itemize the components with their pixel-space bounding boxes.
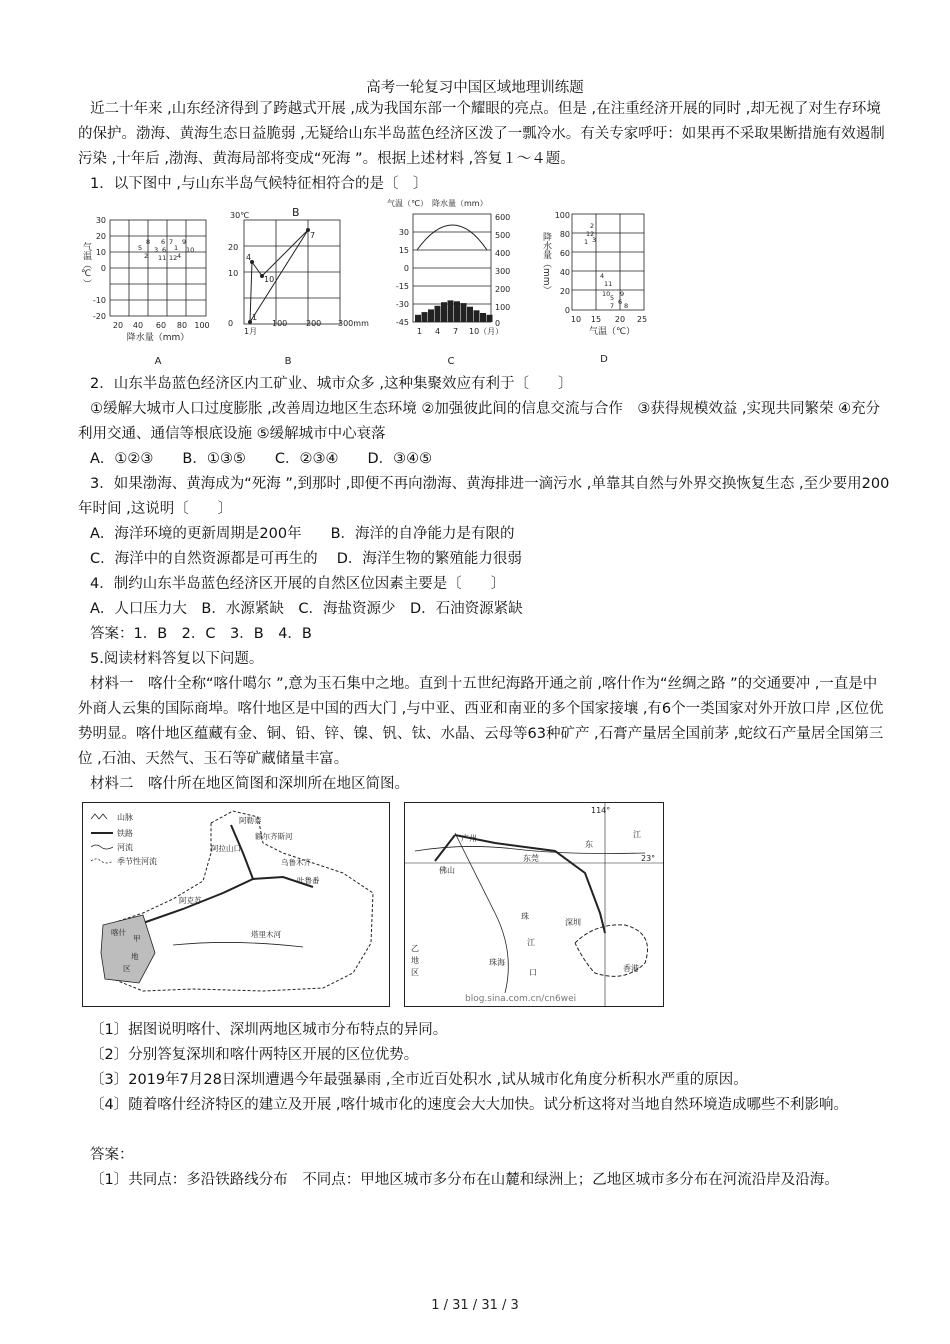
question-2-options: A．①②③ B．①③⑤ C．②③④ D．③④⑤ (90, 451, 433, 467)
place-label: 阿拉山口 (211, 844, 241, 853)
tarim-river (173, 942, 303, 947)
precip-bar (435, 306, 441, 322)
sub-question-2: 〔2〕分别答复深圳和喀什两特区开展的区位优势。 (90, 1047, 419, 1063)
tick-label: 0 (403, 264, 409, 273)
tick-label: 15 (398, 246, 409, 255)
tick-label: 0 (100, 264, 106, 273)
tick-label: 80 (176, 321, 188, 330)
place-label: 23° (641, 854, 656, 863)
y-axis-title: 气温（℃） (81, 242, 91, 288)
chart-label: C (447, 356, 455, 367)
place-label: 深圳 (565, 918, 581, 927)
tick-label: 1 (417, 327, 423, 336)
tick-label: 0 (495, 319, 501, 328)
river-icon (91, 845, 113, 849)
place-label: 江 (527, 938, 535, 947)
tick-label: -20 (92, 312, 106, 321)
page-footer: 1 / 31 / 31 / 3 (431, 1298, 519, 1313)
place-label: 吐鲁番 (297, 876, 320, 885)
question-2: 2．山东半岛蓝色经济区内工矿业、城市众多 ,这种集聚效应有利于〔 〕 (90, 376, 573, 392)
data-point: 8 (624, 302, 629, 310)
tick-label: 200 (306, 319, 322, 328)
place-label: 甲 (133, 934, 141, 943)
data-point: 12 (169, 254, 178, 262)
place-label: 地 (131, 952, 139, 961)
tick-label: 100 (495, 303, 511, 312)
data-point: 3 (592, 236, 597, 244)
question-3: 3．如果渤海、黄海成为“死海 ”,到那时 ,即便不再向渤海、黄海排进一滴污水 ,单靠其自然与外界交换恢复生态 ,至少要用200年时间 ,这说明〔 〕 (78, 476, 890, 517)
x-axis-title: 气温（℃） (588, 327, 636, 337)
data-point: 4 (600, 272, 605, 280)
sub-question-1: 〔1〕据图说明喀什、深圳两地区城市分布特点的异同。 (90, 1022, 448, 1038)
tick-label: 40 (559, 268, 570, 277)
place-label: 地 (411, 956, 419, 965)
place-label: 江 (633, 830, 641, 839)
tick-label: 10（月） (469, 327, 504, 336)
precip-bar (448, 300, 454, 322)
chart-a (74, 212, 234, 372)
data-point: 1 (252, 313, 258, 322)
data-point: 9 (182, 238, 187, 246)
legend-item: 山脉 (117, 813, 133, 822)
tick-label: 60 (155, 321, 167, 330)
question-4: 4．制约山东半岛蓝色经济区开展的自然区位因素主要是〔 〕 (90, 576, 506, 592)
tick-label: 100 (272, 319, 288, 328)
place-label: 口 (529, 968, 537, 977)
question-5: 5.阅读材料答复以下问题。 (90, 651, 264, 667)
data-point: 10 (186, 246, 195, 254)
shenzhen-region-map (404, 802, 664, 1007)
place-label: 珠海 (489, 958, 505, 967)
tick-label: 30℃ (230, 211, 250, 220)
precip-bar (454, 301, 460, 322)
precip-bar (428, 309, 434, 322)
seasonal-river-icon (91, 859, 113, 863)
tick-label: 60 (559, 249, 570, 258)
tick-label: 10 (570, 315, 582, 324)
watermark-text: blog.sina.com.cn/cn6wei (465, 994, 577, 1004)
data-point: 2 (590, 222, 595, 230)
data-point: 2 (144, 252, 149, 260)
place-label: 塔里木河 (251, 930, 281, 939)
tick-label: 30 (398, 228, 409, 237)
tick-label: 20 (614, 315, 626, 324)
data-point: 4 (246, 253, 252, 262)
data-point: 1 (174, 244, 179, 252)
kashgar-region-map (82, 802, 390, 1007)
tick-label: 20 (228, 243, 239, 252)
tick-label: 0 (564, 306, 570, 315)
precip-bar (487, 315, 493, 322)
data-point: 7 (310, 231, 316, 240)
place-label: 区 (123, 964, 131, 973)
tick-label: 1月 (244, 327, 258, 336)
data-point: 7 (169, 238, 174, 246)
sub-question-3: 〔3〕2019年7月28日深圳遭遇今年最强暴雨 ,全市近百处积水 ,试从城市化角度分析积水严重的原因。 (90, 1072, 748, 1088)
chart-label: D (600, 354, 608, 365)
chart-d (530, 206, 670, 372)
tick-label: 15 (590, 315, 602, 324)
place-label: 额尔齐斯河 (255, 832, 293, 841)
data-point: 5 (610, 294, 615, 302)
data-point: 3 (154, 246, 159, 254)
answer-1-4: 答案：1．B 2．C 3．B 4．B (90, 626, 312, 642)
data-point: 11 (158, 254, 167, 262)
question-3-options-cd: C．海洋中的自然资源都是可再生的 D．海洋生物的繁殖能力很弱 (90, 551, 522, 567)
tick-label: 20 (112, 321, 124, 330)
sub-question-4: 〔4〕随着喀什经济特区的建立及开展 ,喀什城市化的速度会大大加快。试分析这将对当地自然环境造成哪些不利影响。 (90, 1097, 848, 1113)
data-point: 1 (584, 238, 589, 246)
tick-label: -10 (92, 296, 106, 305)
chart-label: B (284, 356, 292, 367)
tick-label: 30 (95, 216, 106, 225)
place-label: 阿勒泰 (239, 816, 262, 825)
chart-c (383, 196, 533, 372)
data-point: 6 (618, 298, 623, 306)
legend-item: 河流 (117, 843, 133, 852)
data-point: 11 (604, 280, 613, 288)
y-axis-title: 降水量（mm） (541, 232, 551, 295)
place-label: 喀什 (111, 928, 126, 937)
place-label: 阿克苏 (179, 896, 202, 905)
mountain-icon (91, 814, 107, 819)
precip-bar (441, 302, 447, 322)
precip-bar (415, 315, 421, 322)
tick-label: 100 (194, 321, 210, 330)
tick-label: -15 (395, 282, 409, 291)
chart-label: A (154, 356, 162, 367)
data-point: 9 (620, 290, 625, 298)
tick-label: 200 (495, 285, 511, 294)
legend-item: 季节性河流 (117, 857, 157, 866)
data-point: 5 (138, 244, 143, 252)
x-axis-title: 降水量（mm） (126, 333, 190, 343)
chart-top-label: B (292, 206, 300, 219)
question-4-options: A．人口压力大 B．水源紧缺 C．海盐资源少 D．石油资源紧缺 (90, 601, 523, 617)
tick-label: 25 (636, 315, 648, 324)
place-label: 乙 (411, 944, 419, 953)
place-label: 广州 (461, 834, 477, 843)
intro-paragraph: 近二十年来 ,山东经济得到了跨越式开展 ,成为我国东部一个耀眼的亮点。但是 ,在注重经济开展的同时 ,却无视了对生存环境的保护。渤海、黄海生态日益脆弱 ,无疑给山东半岛蓝色经济区泼了一瓢冷水。有关专家呼吁：如果再不采取果断措施有效遏制污染 ,十年后 ,渤海、黄海局部将变成“死海 ”。根据上述材料 ,答复１～４题。 (78, 101, 885, 167)
chart-b (222, 202, 382, 372)
data-point: 8 (146, 238, 151, 246)
tick-label: -30 (395, 300, 409, 309)
place-label: 珠 (521, 912, 529, 921)
place-label: 114° (591, 806, 611, 815)
precip-bar (480, 313, 486, 322)
legend-item: 铁路 (117, 829, 133, 838)
precip-bar (467, 307, 473, 322)
precip-bar (422, 312, 428, 322)
pearl-river (455, 833, 508, 993)
map-legend (91, 812, 157, 866)
place-label: 香港 (623, 964, 639, 973)
question-1: 1．以下图中 ,与山东半岛气候特征相符合的是〔 〕 (90, 176, 428, 192)
place-label: 东莞 (523, 854, 539, 863)
precip-bar (474, 310, 480, 322)
data-point: 10 (602, 290, 611, 298)
tick-label: 0 (228, 319, 234, 328)
tick-label: 20 (95, 232, 106, 241)
precip-bar (461, 303, 467, 322)
climate-curve (250, 230, 308, 322)
question-2-items: ①缓解大城市人口过度膨胀 ,改善周边地区生态环境 ②加强彼此间的信息交流与合作 ③获得规模效益 ,实现共同繁荣 ④充分利用交通、通信等根底设施 ⑤缓解城市中心衰落 (78, 401, 881, 442)
chart-header: 气温（℃） 降水量（mm） (387, 199, 488, 208)
data-point: 10 (264, 275, 275, 284)
tick-label: 600 (495, 213, 511, 222)
tick-label: 80 (559, 230, 570, 239)
tick-label: 7 (453, 327, 459, 336)
tick-label: 300mm (338, 319, 369, 328)
answer-sub-1: 〔1〕共同点：多沿铁路线分布 不同点：甲地区城市多分布在山麓和绿洲上；乙地区城市多分布在河流沿岸及沿海。 (90, 1172, 839, 1188)
tick-label: 40 (132, 321, 144, 330)
page-title: 高考一轮复习中国区域地理训练题 (366, 80, 584, 96)
data-point: 6 (162, 246, 167, 254)
question-3-options-ab: A．海洋环境的更新周期是200年 B．海洋的自净能力是有限的 (90, 526, 515, 542)
place-label: 乌鲁木齐 (281, 858, 311, 867)
place-label: 佛山 (439, 866, 455, 875)
tick-label: 10 (228, 269, 239, 278)
tick-label: 100 (554, 211, 570, 220)
material-1: 材料一 喀什全称“喀什噶尔 ”,意为玉石集中之地。直到十五世纪海路开通之前 ,喀什作为“丝绸之路 ”的交通要冲 ,一直是中外商人云集的国际商埠。喀什地区是中国的西大门 ,与中亚、西亚和南亚的多个国家接壤 ,有6个一类国家对外开放口岸 ,区位优势明显。喀什地区蕴藏有金、铜、铅、锌、镍、钒、钛、水晶、云母等63种矿产 ,石膏产量居全国前茅 ,蛇纹石产量居全国第三位 ,石油、天然气、玉石等矿藏储量丰富。 (78, 676, 884, 767)
temperature-curve (417, 225, 487, 250)
tick-label: 500 (495, 231, 511, 240)
tick-label: -45 (395, 318, 409, 327)
data-point: 4 (177, 252, 182, 260)
tick-label: 10 (95, 248, 106, 257)
material-2: 材料二 喀什所在地区简图和深圳所在地区简图。 (90, 776, 409, 792)
place-label: 区 (411, 968, 419, 977)
tick-label: 20 (559, 287, 570, 296)
data-point: 12 (586, 230, 595, 238)
place-label: 东 (585, 840, 593, 849)
data-point: 6 (161, 238, 166, 246)
tick-label: 4 (435, 327, 441, 336)
data-point: 7 (610, 302, 615, 310)
answer-label: 答案： (90, 1147, 134, 1163)
tick-label: 300 (495, 267, 511, 276)
tick-label: 400 (495, 249, 511, 258)
